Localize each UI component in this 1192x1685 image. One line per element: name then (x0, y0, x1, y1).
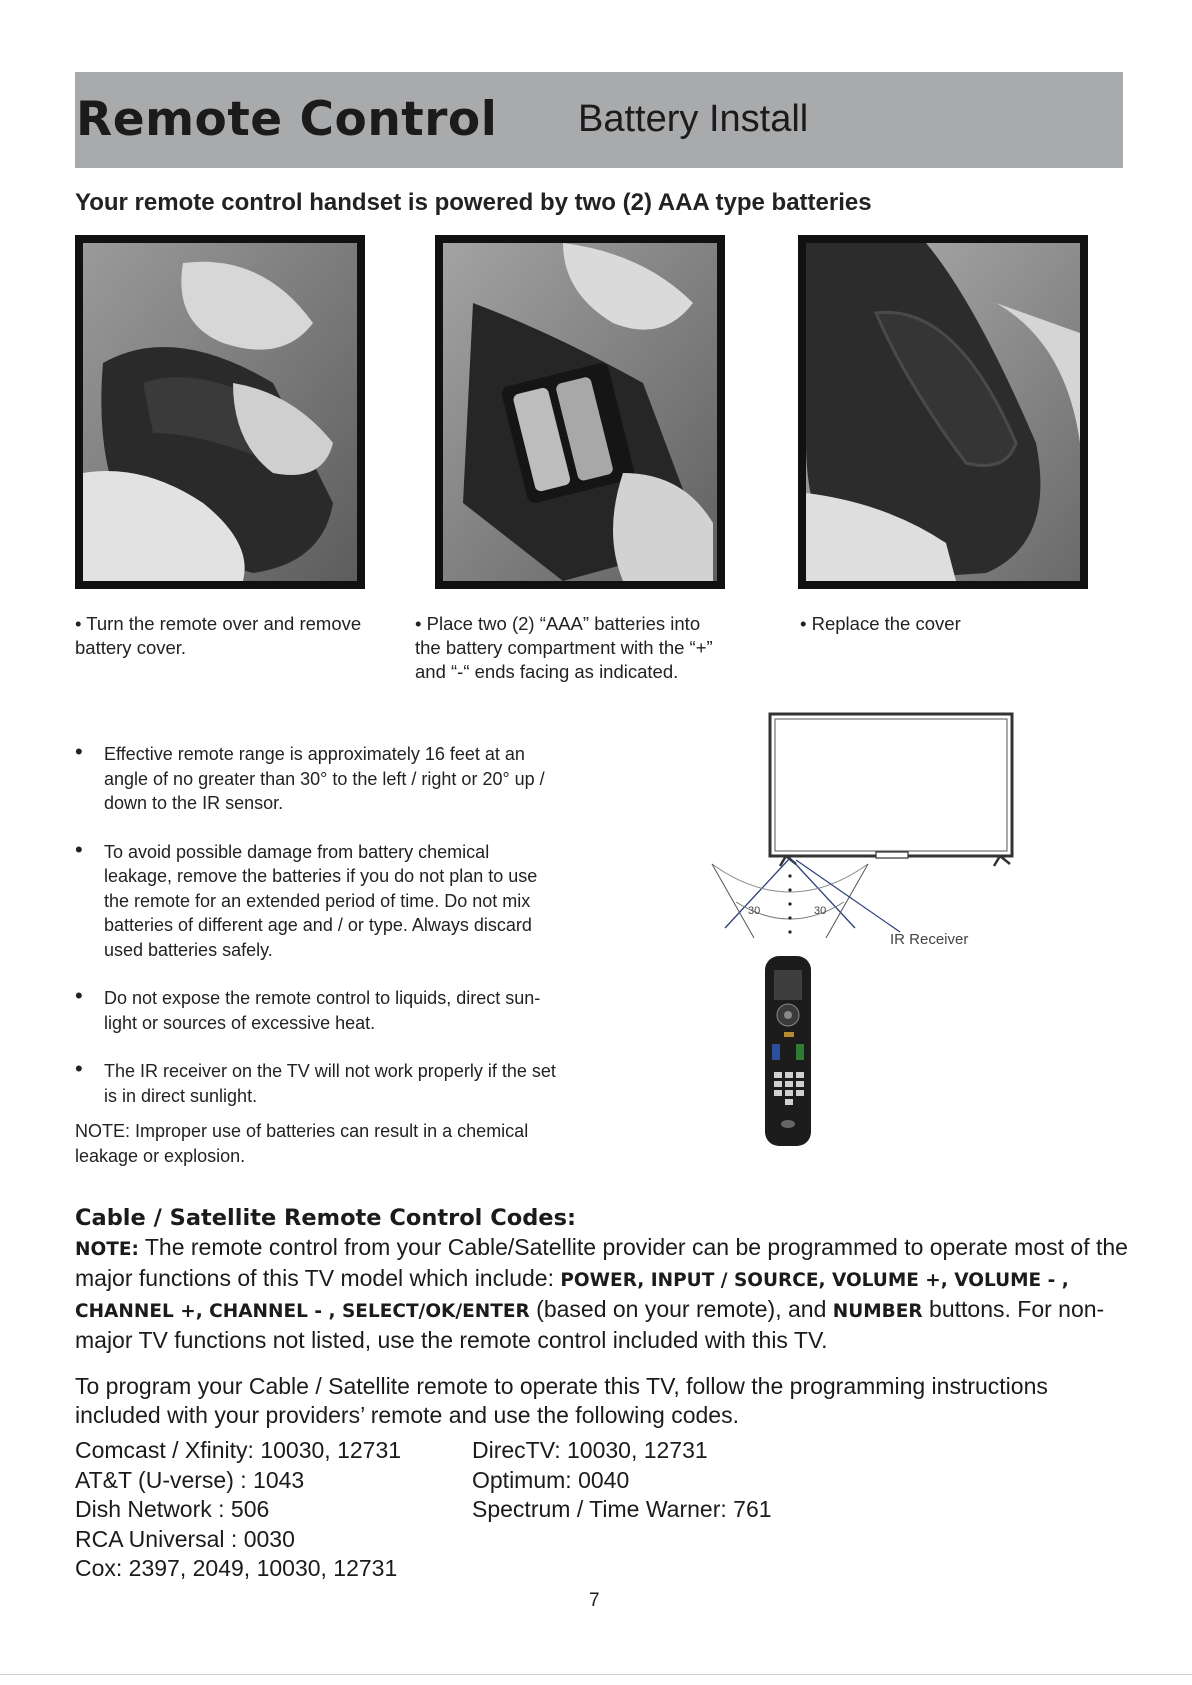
remote-control-icon (765, 956, 811, 1146)
tv-icon (770, 714, 1012, 866)
bullet-dot-icon: • (75, 1056, 83, 1081)
cable-codes-heading: Cable / Satellite Remote Control Codes: (75, 1205, 576, 1231)
bullet-dot-icon: • (75, 983, 83, 1008)
provider-code: Cox: 2397, 2049, 10030, 12731 (75, 1555, 398, 1581)
caption-step-3: • Replace the cover (800, 613, 961, 634)
functions-list: POWER, INPUT / SOURCE, VOLUME +, VOLUME - , CHANNEL +, CHANNEL - , SELECT/OK/ENTER (75, 1270, 1069, 1322)
angle-left-label: 30 (748, 905, 761, 917)
bullet-dot-icon: • (75, 739, 83, 764)
number-label: NUMBER (832, 1301, 923, 1322)
insert-batteries-illustration (443, 243, 717, 581)
ir-range-diagram (700, 710, 1020, 1150)
photo-remove-cover (75, 235, 365, 589)
photo-insert-batteries (435, 235, 725, 589)
angle-right-label: 30 (814, 905, 827, 917)
intro-heading: Your remote control handset is powered by two (2) AAA type batteries (75, 189, 872, 216)
provider-code: Spectrum / Time Warner: 761 (472, 1496, 772, 1522)
angle-lines (712, 858, 900, 938)
list-item: • The IR receiver on the TV will not work properly if the set is in direct sunlight. (75, 1056, 556, 1106)
provider-codes-left (75, 1436, 401, 1584)
caption-step-2: • Place two (2) “AAA” batteries into the battery compartment with the “+” and “-“ ends facing as indicated. (415, 613, 713, 682)
list-item: • Effective remote range is approximately 16 feet at an angle of no greater than 30° to the left / right or 20° up / down to the IR sensor. (75, 739, 545, 813)
program-instructions: To program your Cable / Satellite remote to operate this TV, follow the programming instructions included with your providers’ remote and use the following codes. (75, 1373, 1048, 1428)
replace-cover-illustration (806, 243, 1080, 581)
bullet-dot-icon: • (75, 836, 83, 862)
page-title: Remote Control (76, 92, 498, 147)
ir-receiver-label: IR Receiver (890, 931, 969, 948)
bottom-divider (0, 1674, 1192, 1675)
list-item: • To avoid possible damage from battery chemical leakage, remove the batteries if you do not plan to use the remote for an extended period of time. Do not mix batteries of different age and / or type. Always discard used batteries safely. (75, 836, 538, 960)
provider-code: Optimum: 0040 (472, 1466, 630, 1493)
list-item: • Do not expose the remote control to liquids, direct sun- light or sources of excessive heat. (75, 983, 541, 1033)
remove-cover-illustration (83, 243, 357, 581)
battery-notes-list (75, 739, 635, 1132)
page-number: 7 (589, 1590, 600, 1611)
cable-note-paragraph: NOTE: The remote control from your Cable/Satellite provider can be programmed to operate most of the major functions of this TV model which include: POWER, INPUT / SOURCE, VOLUME +, VOLUME - , CHANNEL +, CHANNEL - , SELECT/OK/ENTER (based on your remote), and NUMBER buttons. For non-major TV functions not listed, use the remote control included with this TV. (75, 1234, 1128, 1353)
provider-codes-right (472, 1436, 772, 1525)
battery-warning-note: NOTE: Improper use of batteries can result in a chemical leakage or explosion. (75, 1121, 529, 1166)
provider-code: DirecTV: 10030, 12731 (472, 1437, 708, 1463)
provider-code: AT&T (U-verse) : 1043 (75, 1466, 305, 1493)
caption-step-1: • Turn the remote over and remove battery cover. (75, 613, 362, 658)
page-subtitle: Battery Install (578, 98, 809, 140)
photo-replace-cover (798, 235, 1088, 589)
provider-code: Comcast / Xfinity: 10030, 12731 (75, 1437, 402, 1463)
provider-code: Dish Network : 506 (75, 1496, 270, 1522)
provider-code: RCA Universal : 0030 (75, 1525, 295, 1552)
note-label: NOTE: (75, 1239, 139, 1260)
